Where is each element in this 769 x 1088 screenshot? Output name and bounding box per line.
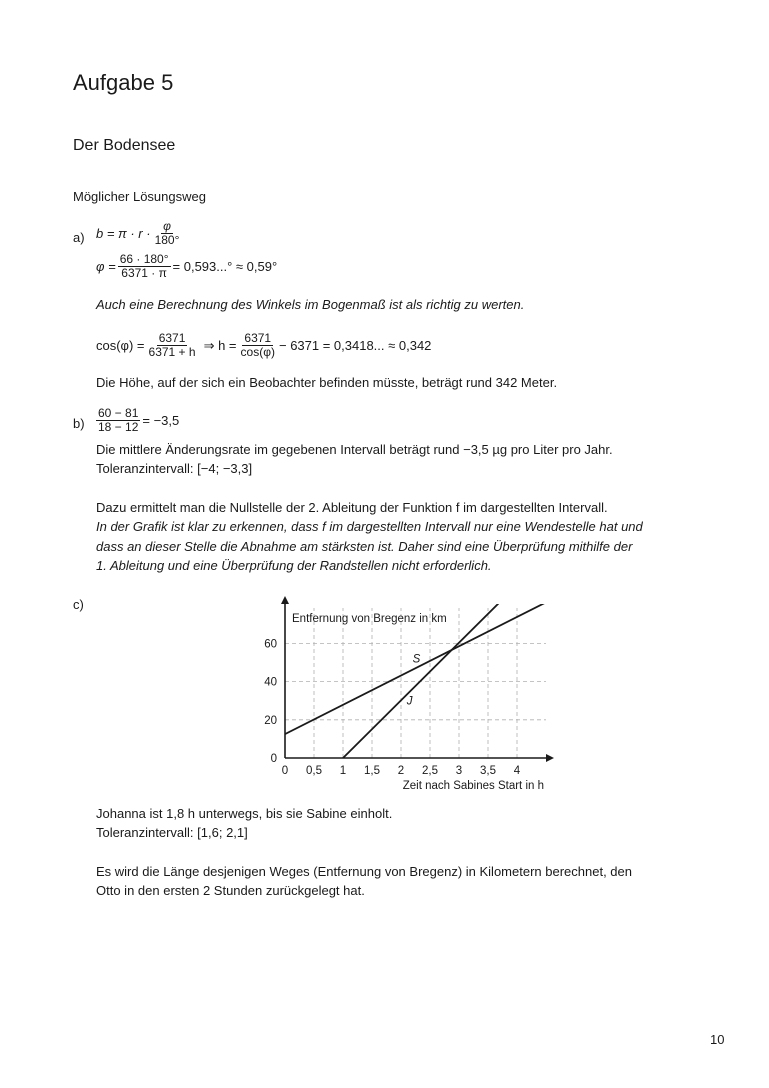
x-tick-label: 3,5 bbox=[480, 765, 496, 777]
x-tick-label: 3 bbox=[455, 765, 463, 777]
part-c-answer-1: Johanna ist 1,8 h unterwegs, bis sie Sabine einholt. bbox=[96, 806, 393, 821]
eq3-fraction-2 bbox=[239, 332, 277, 359]
eq1-fraction bbox=[153, 220, 182, 247]
eq2-lhs: φ = bbox=[96, 259, 116, 274]
x-tick-label: 0,5 bbox=[306, 765, 322, 777]
part-a-eq1 bbox=[96, 220, 183, 247]
part-c-line-4: Otto in den ersten 2 Stunden zurückgelegt hat. bbox=[96, 883, 365, 898]
part-b-line-2: Toleranzintervall: [−4; −3,3] bbox=[96, 461, 253, 476]
part-a-answer: Die Höhe, auf der sich ein Beobachter befinden müsste, beträgt rund 342 Meter. bbox=[96, 375, 558, 390]
x-axis-label: Zeit nach Sabines Start in h bbox=[402, 780, 544, 792]
page-title: Aufgabe 5 bbox=[73, 70, 174, 95]
x-tick-label: 4 bbox=[513, 765, 521, 777]
part-b-italic-2: dass an dieser Stelle die Abnahme am stärksten ist. Daher sind eine Überprüfung mithilfe der bbox=[96, 539, 633, 554]
part-c-line-3: Es wird die Länge desjenigen Weges (Entfernung von Bregenz) in Kilometern berechnet, den bbox=[96, 864, 632, 879]
eq3-rhs: − 6371 = 0,3418... ≈ 0,342 bbox=[278, 338, 432, 353]
part-b-eq bbox=[94, 407, 179, 434]
eq3-fraction-1-numerator: 6371 bbox=[158, 331, 186, 345]
page-number: 10 bbox=[710, 1032, 725, 1047]
part-a-eq2 bbox=[96, 253, 277, 280]
y-tick-label: 60 bbox=[264, 638, 277, 651]
eq2-fraction bbox=[118, 253, 171, 280]
y-tick-label: 40 bbox=[264, 676, 277, 689]
eq3-fraction-1-denominator: 6371 + h bbox=[148, 345, 196, 359]
part-b-rhs: = −3,5 bbox=[142, 413, 180, 428]
series-label-s: S bbox=[412, 653, 421, 666]
series-label-j: J bbox=[406, 695, 413, 708]
x-tick-label: 2,5 bbox=[422, 765, 438, 777]
distance-time-chart bbox=[250, 596, 560, 796]
x-tick-label: 1 bbox=[339, 765, 347, 777]
part-c-label: c) bbox=[73, 597, 84, 612]
part-b-line-3: Dazu ermittelt man die Nullstelle der 2. Ableitung der Funktion f im dargestellten Intervall. bbox=[96, 500, 608, 515]
y-axis-label: Entfernung von Bregenz in km bbox=[292, 613, 447, 625]
eq3-fraction-1 bbox=[147, 332, 198, 359]
part-b-numerator: 60 − 81 bbox=[98, 406, 139, 420]
x-axis-arrow bbox=[546, 754, 554, 762]
series-line-j bbox=[343, 602, 500, 758]
solution-label: Möglicher Lösungsweg bbox=[73, 189, 206, 204]
eq3-mid: ⇒ h = bbox=[203, 337, 237, 353]
eq1-numerator: φ bbox=[163, 219, 171, 233]
part-b-denominator: 18 − 12 bbox=[98, 420, 139, 434]
eq1-denominator: 180° bbox=[154, 233, 180, 247]
y-tick-label: 20 bbox=[264, 714, 277, 727]
x-tick-label: 0 bbox=[281, 765, 289, 777]
eq2-rhs: = 0,593...° ≈ 0,59° bbox=[172, 259, 278, 274]
eq1-lhs: b = π · r · bbox=[96, 226, 151, 241]
part-b-italic-1: In der Grafik ist klar zu erkennen, dass f im dargestellten Intervall nur eine Wendestelle hat und bbox=[96, 519, 643, 534]
part-a-note: Auch eine Berechnung des Winkels im Bogenmaß ist als richtig zu werten. bbox=[96, 297, 525, 312]
part-b-label: b) bbox=[73, 416, 85, 431]
eq3-lhs: cos(φ) = bbox=[96, 338, 145, 353]
part-b-fraction bbox=[96, 407, 140, 434]
x-tick-label: 1,5 bbox=[364, 765, 380, 777]
part-c-answer-2: Toleranzintervall: [1,6; 2,1] bbox=[96, 825, 248, 840]
y-tick-label: 0 bbox=[270, 753, 277, 765]
eq2-numerator: 66 · 180° bbox=[119, 252, 169, 266]
section-title: Der Bodensee bbox=[73, 137, 176, 154]
part-a-eq3 bbox=[96, 332, 431, 359]
part-a-label: a) bbox=[73, 230, 85, 245]
x-tick-label: 2 bbox=[397, 765, 405, 777]
y-axis-arrow bbox=[281, 596, 289, 604]
eq3-fraction-2-denominator: cos(φ) bbox=[240, 345, 275, 359]
part-b-italic-3: 1. Ableitung und eine Überprüfung der Randstellen nicht erforderlich. bbox=[96, 558, 492, 573]
part-b-line-1: Die mittlere Änderungsrate im gegebenen Intervall beträgt rund −3,5 µg pro Liter pro Jahr. bbox=[96, 442, 613, 457]
eq3-fraction-2-numerator: 6371 bbox=[244, 331, 272, 345]
eq2-denominator: 6371 · π bbox=[121, 266, 167, 280]
